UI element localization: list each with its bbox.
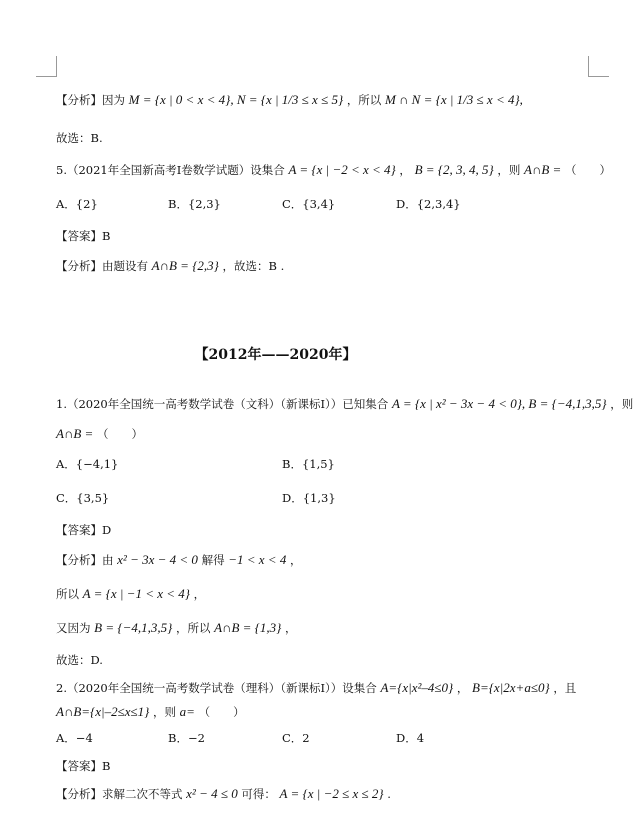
q2-option-d: D．4 [396,731,425,745]
analysis-line-3: 【分析】由 x² − 3x − 4 < 0 解得 −1 < x < 4 ， [56,552,302,567]
q5-option-c: C．{3,4} [282,197,336,211]
question-5: 5.（2021年全国新高考Ⅰ卷数学试题）设集合 A = {x | −2 < x < 4} ， B = {2, 3, 4, 5} ，则 A∩B = （ ） [56,162,611,177]
analysis-line-5: 又因为 B = {−4,1,3,5} ，所以 A∩B = {1,3} ， [56,620,297,635]
q1-option-d: D．{1,3} [282,491,336,505]
choice-line-2: 故选：D. [56,653,103,667]
top-right-crop-mark [588,56,609,77]
analysis-line-6: 【分析】求解二次不等式 x² − 4 ≤ 0 可得： A = {x | −2 ≤ x ≤ 2} . [56,786,391,801]
analysis-line-1: 【分析】因为 M = {x | 0 < x < 4}, N = {x | 1/3 ≤ x ≤ 5} ，所以 M ∩ N = {x | 1/3 ≤ x < 4}, [56,92,523,107]
q1-option-b: B．{1,5} [282,457,335,471]
question-1-cont: A∩B = （ ） [56,426,143,441]
q5-option-d: D．{2,3,4} [396,197,461,211]
analysis-line-2: 【分析】由题设有 A∩B = {2,3} ，故选：B . [56,258,285,273]
top-left-crop-mark [36,56,57,77]
q2-option-c: C．2 [282,731,310,745]
section-heading: 【2012年——2020年】 [194,347,357,363]
question-1: 1.（2020年全国统一高考数学试卷（文科）（新课标Ⅰ））已知集合 A = {x | x² − 3x − 4 < 0}, B = {−4,1,3,5} ，则 [56,396,634,411]
analysis-line-4: 所以 A = {x | −1 < x < 4} ， [56,586,206,601]
q5-option-a: A．{2} [56,197,98,211]
answer-line-1: 【答案】B [56,229,111,243]
choice-line-1: 故选：B. [56,131,103,145]
q5-option-b: B．{2,3} [168,197,221,211]
answer-line-3: 【答案】B [56,759,111,773]
question-2-cont: A∩B={x|–2≤x≤1} ，则 a= （ ） [56,704,245,719]
q1-option-c: C．{3,5} [56,491,110,505]
question-2: 2.（2020年全国统一高考数学试卷（理科）（新课标Ⅰ））设集合 A={x|x²–4≤0} ， B={x|2x+a≤0} ，且 [56,680,577,695]
q2-option-a: A．−4 [56,731,93,745]
q2-option-b: B．−2 [168,731,205,745]
answer-line-2: 【答案】D [56,523,112,537]
q1-option-a: A．{−4,1} [56,457,119,471]
